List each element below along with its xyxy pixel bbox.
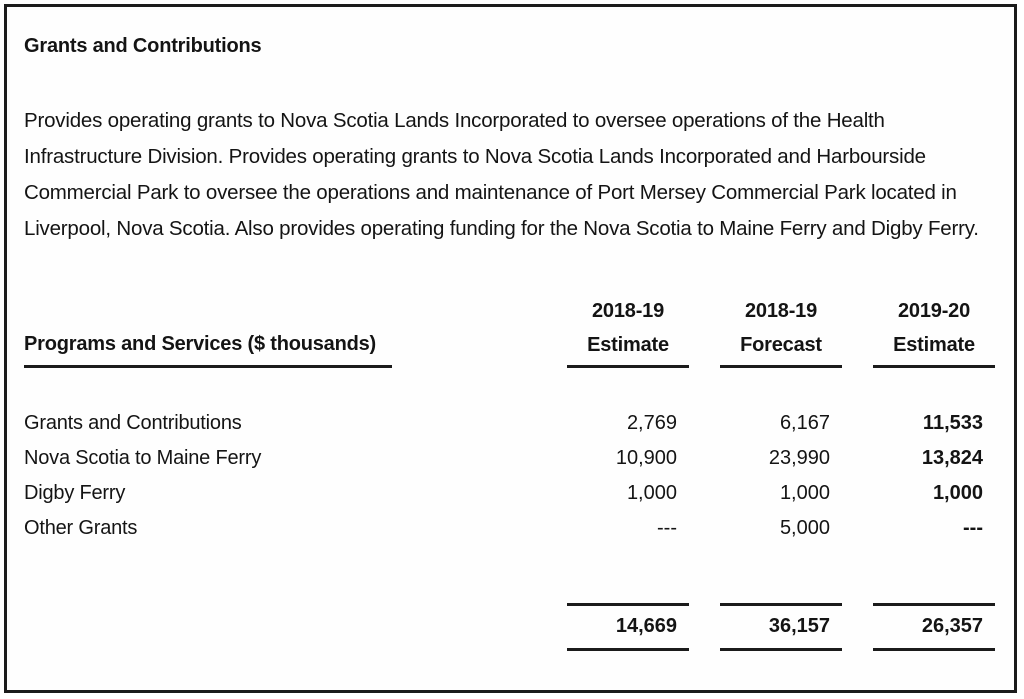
column-label: Forecast [740, 334, 822, 356]
column-header-2018-19-forecast [720, 300, 842, 368]
table-row [24, 406, 995, 441]
row-label: Digby Ferry [24, 482, 126, 504]
page-title: Grants and Contributions [24, 35, 262, 57]
table-row [24, 476, 995, 511]
row-label: Other Grants [24, 517, 138, 539]
row-header-label: Programs and Services ($ thousands) [24, 333, 392, 368]
table-body [24, 406, 995, 546]
document-page [4, 4, 1017, 693]
programs-services-table [24, 300, 995, 651]
column-year: 2018-19 [745, 300, 817, 322]
description-paragraph: Provides operating grants to Nova Scotia Lands Incorporated to oversee operations of the Health Infrastructure Division. Provides operating grants to Nova Scotia Lands Incorporated and Harbourside Commercial Park to oversee the operations and maintenance of Port Mersey Commercial Park located in Liverpool, Nova Scotia. Also provides operating funding for the Nova Scotia to Maine Ferry and Digby Ferry. [24, 109, 979, 240]
column-label: Estimate [587, 334, 669, 356]
total-value: 26,357 [873, 603, 995, 651]
cell-value: 10,900 [615, 447, 677, 469]
table-row [24, 441, 995, 476]
total-value: 36,157 [720, 603, 842, 651]
document-content [7, 7, 1014, 651]
cell-value: 11,533 [922, 412, 983, 434]
cell-value: 1,000 [932, 482, 983, 504]
cell-value: 1,000 [626, 482, 677, 504]
cell-value: 13,824 [921, 447, 983, 469]
cell-value: 6,167 [779, 412, 830, 434]
cell-value: 23,990 [768, 447, 830, 469]
cell-value: --- [657, 517, 677, 539]
table-row [24, 511, 995, 546]
total-value: 14,669 [567, 603, 689, 651]
column-year: 2019-20 [898, 300, 970, 322]
row-label: Grants and Contributions [24, 412, 242, 434]
cell-value: 2,769 [626, 412, 677, 434]
cell-value: 5,000 [779, 517, 830, 539]
table-totals-row [24, 603, 995, 651]
column-header-2018-19-estimate [567, 300, 689, 368]
cell-value: --- [963, 517, 983, 539]
table-header-row [24, 300, 995, 368]
table-row-header-cell [24, 333, 536, 368]
row-label: Nova Scotia to Maine Ferry [24, 447, 262, 469]
column-year: 2018-19 [592, 300, 664, 322]
column-header-2019-20-estimate [873, 300, 995, 368]
cell-value: 1,000 [779, 482, 830, 504]
column-label: Estimate [893, 334, 975, 356]
